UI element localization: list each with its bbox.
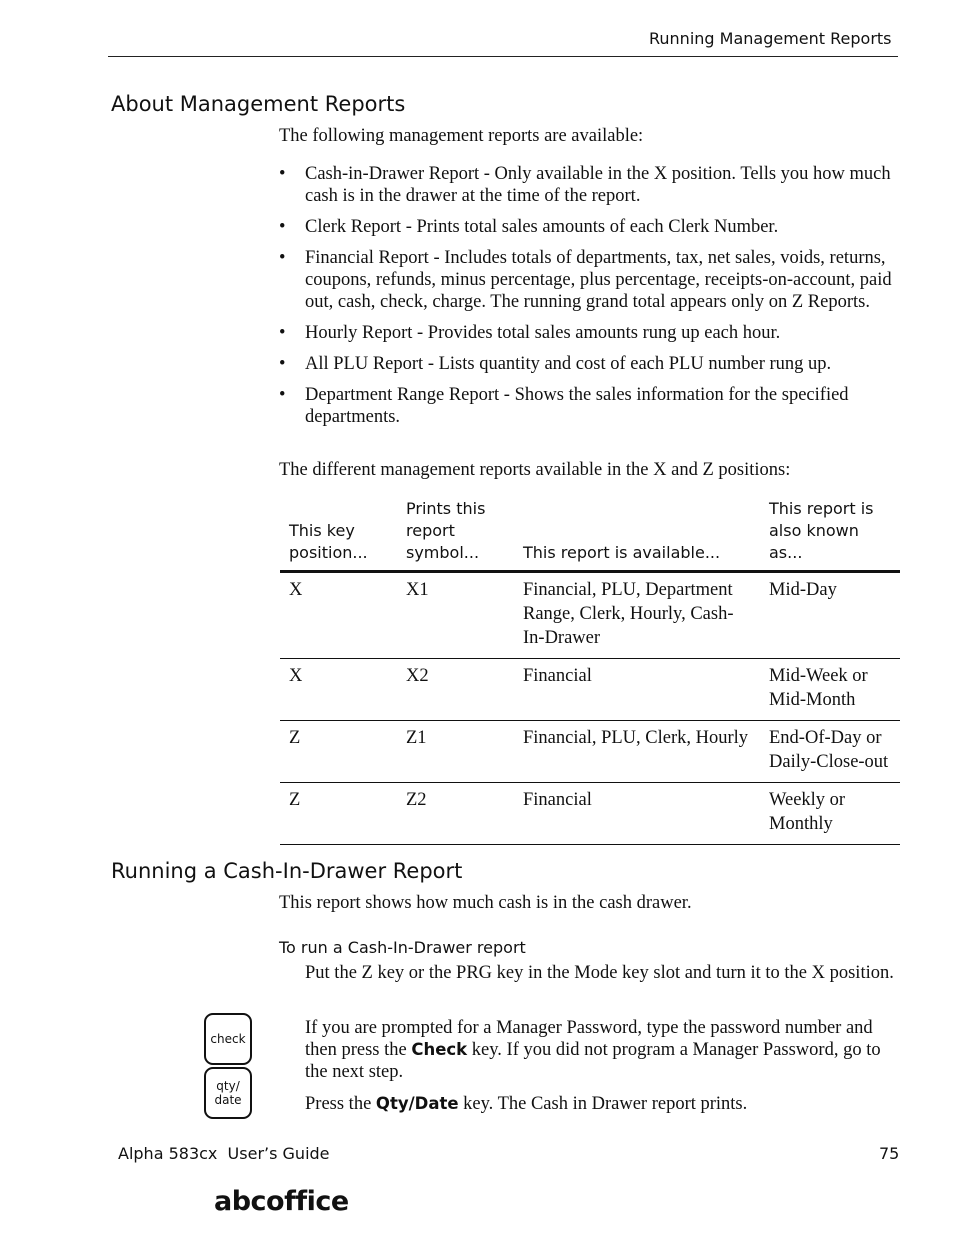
section-heading-cash-in-drawer: Running a Cash-In-Drawer Report bbox=[111, 859, 463, 883]
list-item: • All PLU Report - Lists quantity and cost of each PLU number rung up. bbox=[279, 354, 832, 374]
column-header: Prints this report symbol... bbox=[397, 498, 514, 572]
section-heading-about: About Management Reports bbox=[111, 92, 406, 116]
list-item: • Cash-in-Drawer Report - Only available in the X position. Tells you how much cash is in the drawer at the time of the report. bbox=[279, 164, 891, 206]
procedure-step-2: If you are prompted for a Manager Password, type the password number and then press the Check key. If you did not program a Manager Password, go to the next step. bbox=[305, 1018, 881, 1082]
table-intro: The different management reports available in the X and Z positions: bbox=[279, 460, 791, 480]
page-number: 75 bbox=[879, 1144, 900, 1163]
table-cell: Mid-Day bbox=[760, 572, 900, 659]
table-cell: Z bbox=[280, 721, 397, 783]
procedure-title: To run a Cash-In-Drawer report bbox=[279, 938, 526, 957]
running-header: Running Management Reports bbox=[649, 29, 892, 48]
table-cell: X2 bbox=[397, 659, 514, 721]
table-cell: X bbox=[280, 572, 397, 659]
table-cell: Z1 bbox=[397, 721, 514, 783]
list-item: • Clerk Report - Prints total sales amounts of each Clerk Number. bbox=[279, 217, 779, 237]
brand-logo: abcoffice bbox=[214, 1186, 349, 1217]
header-rule bbox=[108, 56, 898, 57]
table-row bbox=[280, 721, 900, 783]
column-header: This key position... bbox=[280, 498, 397, 572]
column-header: This report is also known as... bbox=[760, 498, 900, 572]
table-row bbox=[280, 659, 900, 721]
procedure-step-3: Press the Qty/Date key. The Cash in Drawer report prints. bbox=[305, 1094, 748, 1114]
list-item: • Hourly Report - Provides total sales amounts rung up each hour. bbox=[279, 323, 781, 343]
section-intro: This report shows how much cash is in the cash drawer. bbox=[279, 893, 692, 913]
list-item: • Department Range Report - Shows the sales information for the specified departments. bbox=[279, 385, 849, 427]
report-table bbox=[280, 498, 900, 845]
table-cell: Financial bbox=[514, 783, 760, 845]
table-cell: End-Of-Day or Daily-Close-out bbox=[760, 721, 900, 783]
footer-guide-title: Alpha 583cx User’s Guide bbox=[118, 1144, 330, 1163]
table-cell: X1 bbox=[397, 572, 514, 659]
table-cell: Financial, PLU, Clerk, Hourly bbox=[514, 721, 760, 783]
table-cell: Z2 bbox=[397, 783, 514, 845]
qty-date-key-icon: qty/ date bbox=[204, 1067, 252, 1119]
table-cell: Financial, PLU, Department Range, Clerk, Hourly, Cash-In-Drawer bbox=[514, 572, 760, 659]
procedure-step-1: Put the Z key or the PRG key in the Mode key slot and turn it to the X position. bbox=[305, 963, 894, 983]
qty-date-key-name: Qty/Date bbox=[375, 1094, 459, 1113]
report-list bbox=[279, 163, 899, 437]
check-key-icon: check bbox=[204, 1013, 252, 1065]
section-intro: The following management reports are available: bbox=[279, 126, 644, 146]
table-cell: Weekly or Monthly bbox=[760, 783, 900, 845]
table-cell: Financial bbox=[514, 659, 760, 721]
table-header-row bbox=[280, 498, 900, 572]
table-cell: Mid-Week or Mid-Month bbox=[760, 659, 900, 721]
column-header: This report is available... bbox=[514, 498, 760, 572]
check-key-name: Check bbox=[411, 1040, 468, 1059]
list-item: • Financial Report - Includes totals of departments, tax, net sales, voids, returns, coupons, refunds, minus percentage, plus percentage, receipts-on-account, paid out, cash, check, charge. The running grand total appears only on Z Reports. bbox=[279, 248, 892, 312]
table-cell: X bbox=[280, 659, 397, 721]
table-row bbox=[280, 572, 900, 659]
table-row bbox=[280, 783, 900, 845]
table-cell: Z bbox=[280, 783, 397, 845]
